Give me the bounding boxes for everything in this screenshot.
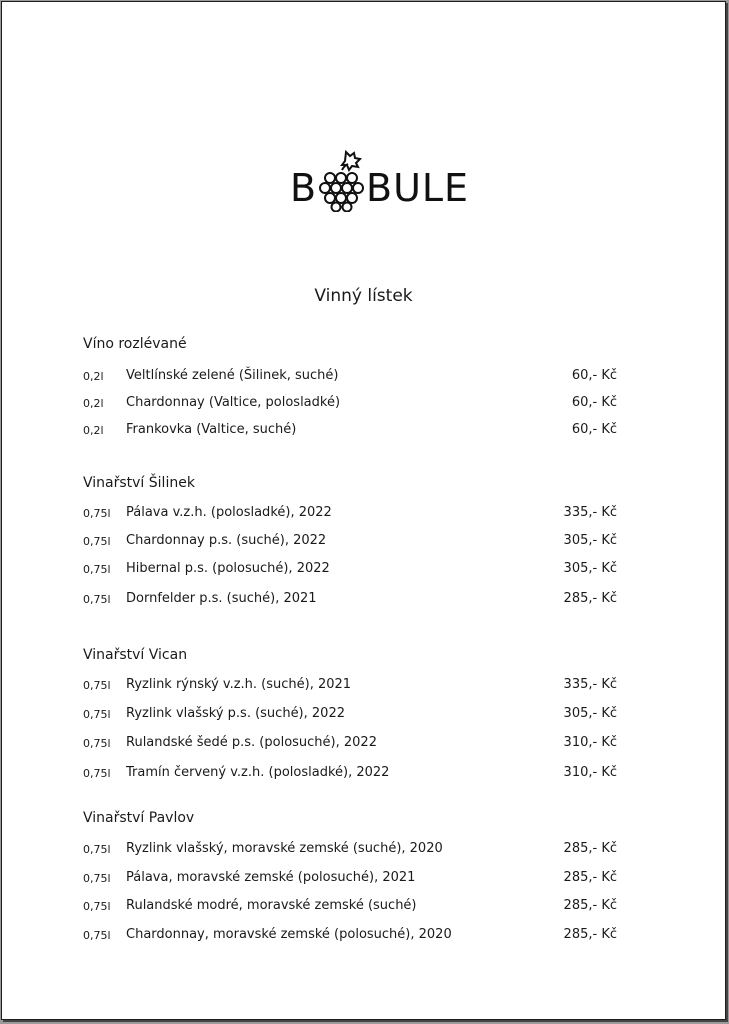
item-volume: 0,75l bbox=[83, 900, 111, 913]
item-price: 285,- Kč bbox=[563, 927, 617, 942]
item-name: Ryzlink vlašský, moravské zemské (suché), 2020 bbox=[126, 841, 443, 856]
list-item bbox=[83, 927, 623, 947]
section-heading: Vinařství Šilinek bbox=[83, 475, 195, 491]
list-item bbox=[83, 735, 623, 755]
item-volume: 0,75l bbox=[83, 507, 111, 520]
item-name: Dornfelder p.s. (suché), 2021 bbox=[126, 591, 317, 606]
list-item bbox=[83, 533, 623, 553]
item-price: 305,- Kč bbox=[563, 533, 617, 548]
list-item bbox=[83, 898, 623, 918]
item-name: Ryzlink rýnský v.z.h. (suché), 2021 bbox=[126, 677, 352, 692]
item-volume: 0,75l bbox=[83, 593, 111, 606]
bobule-logo bbox=[290, 148, 486, 212]
list-item bbox=[83, 677, 623, 697]
list-item bbox=[83, 368, 623, 388]
list-item bbox=[83, 706, 623, 726]
item-price: 285,- Kč bbox=[563, 841, 617, 856]
item-price: 335,- Kč bbox=[563, 505, 617, 520]
list-item bbox=[83, 395, 623, 415]
item-name: Chardonnay (Valtice, polosladké) bbox=[126, 395, 341, 410]
item-price: 60,- Kč bbox=[571, 395, 617, 410]
section-heading: Vinařství Vican bbox=[83, 647, 188, 663]
list-item bbox=[83, 870, 623, 890]
item-name: Frankovka (Valtice, suché) bbox=[126, 422, 297, 437]
section-heading: Víno rozlévané bbox=[83, 336, 187, 352]
item-volume: 0,75l bbox=[83, 708, 111, 721]
item-volume: 0,75l bbox=[83, 843, 111, 856]
list-item bbox=[83, 505, 623, 525]
item-volume: 0,75l bbox=[83, 737, 111, 750]
item-name: Pálava, moravské zemské (polosuché), 2021 bbox=[126, 870, 416, 885]
item-name: Rulandské šedé p.s. (polosuché), 2022 bbox=[126, 735, 377, 750]
list-item bbox=[83, 841, 623, 861]
item-price: 310,- Kč bbox=[563, 765, 617, 780]
item-price: 285,- Kč bbox=[563, 870, 617, 885]
logo-text-b: B bbox=[290, 166, 318, 210]
item-price: 305,- Kč bbox=[563, 561, 617, 576]
item-name: Pálava v.z.h. (polosladké), 2022 bbox=[126, 505, 332, 520]
item-name: Hibernal p.s. (polosuché), 2022 bbox=[126, 561, 330, 576]
section-heading: Vinařství Pavlov bbox=[83, 810, 195, 826]
item-name: Chardonnay p.s. (suché), 2022 bbox=[126, 533, 327, 548]
list-item bbox=[83, 561, 623, 581]
item-price: 60,- Kč bbox=[571, 368, 617, 383]
item-volume: 0,2l bbox=[83, 370, 104, 383]
item-volume: 0,75l bbox=[83, 872, 111, 885]
item-price: 60,- Kč bbox=[571, 422, 617, 437]
item-price: 335,- Kč bbox=[563, 677, 617, 692]
item-name: Chardonnay, moravské zemské (polosuché), 2020 bbox=[126, 927, 452, 942]
page-title: Vinný lístek bbox=[314, 286, 413, 306]
item-volume: 0,75l bbox=[83, 767, 111, 780]
grape-cluster-icon bbox=[316, 148, 366, 212]
item-volume: 0,75l bbox=[83, 929, 111, 942]
item-name: Rulandské modré, moravské zemské (suché) bbox=[126, 898, 417, 913]
item-name: Ryzlink vlašský p.s. (suché), 2022 bbox=[126, 706, 345, 721]
item-volume: 0,2l bbox=[83, 424, 104, 437]
item-name: Veltlínské zelené (Šilinek, suché) bbox=[126, 368, 339, 383]
item-price: 285,- Kč bbox=[563, 591, 617, 606]
item-volume: 0,2l bbox=[83, 397, 104, 410]
list-item bbox=[83, 591, 623, 611]
list-item bbox=[83, 765, 623, 785]
item-volume: 0,75l bbox=[83, 535, 111, 548]
item-name: Tramín červený v.z.h. (polosladké), 2022 bbox=[126, 765, 390, 780]
item-price: 285,- Kč bbox=[563, 898, 617, 913]
item-price: 305,- Kč bbox=[563, 706, 617, 721]
menu-page bbox=[1, 1, 726, 1020]
list-item bbox=[83, 422, 623, 442]
item-volume: 0,75l bbox=[83, 563, 111, 576]
item-volume: 0,75l bbox=[83, 679, 111, 692]
item-price: 310,- Kč bbox=[563, 735, 617, 750]
logo-text-bule: BULE bbox=[366, 166, 470, 210]
